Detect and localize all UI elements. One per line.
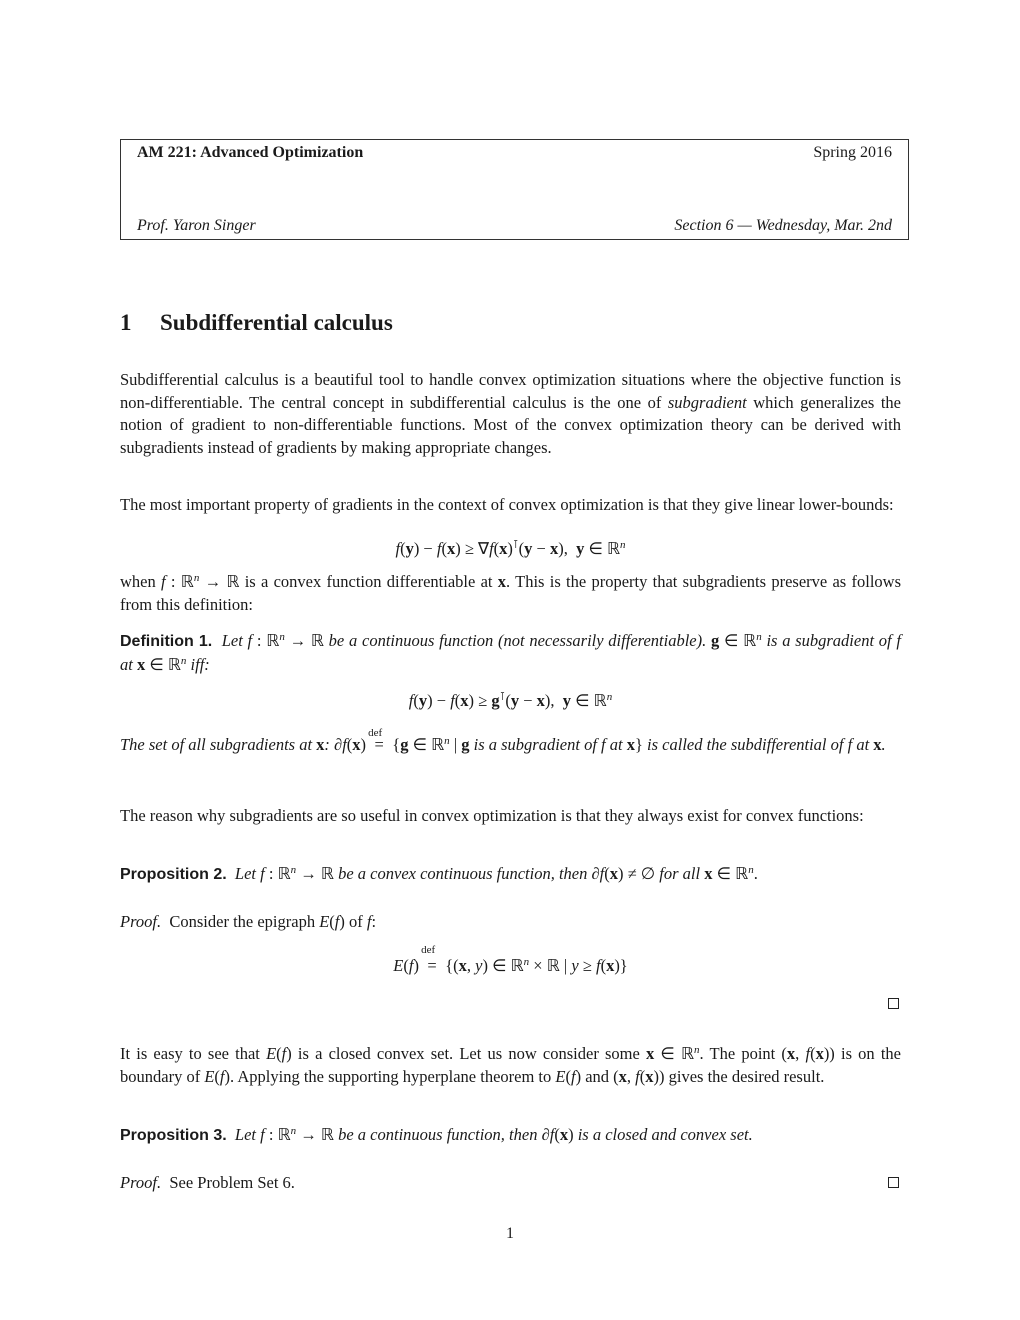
section-heading [120,310,393,336]
proof-2-label: Proof. [120,1173,162,1192]
gradient-paragraph: The most important property of gradients in the context of convex optimization is that they give linear lower-bounds: [120,495,894,514]
proof-1: Proof. Consider the epigraph E(f) of f: [120,912,377,931]
subgradient-inequality: f(y) − f(x) ≥ g⊺(y − x), y ∈ ℝ$^n$ [408,691,613,710]
when-paragraph: when f : ℝ$^n$ → ℝ is a convex function differentiable at x. This is the property that subgradients preserve as follows from this definition: [120,572,901,614]
section-date: Section 6 — Wednesday, Mar. 2nd [674,217,892,234]
proposition-2: Proposition 2. Let f : ℝ$^n$ → ℝ be a convex continuous function, then ∂f(x) ≠ ∅ for all x ∈ ℝ$^n$. [120,864,758,883]
reason-paragraph: The reason why subgradients are so useful in convex optimization is that they always exist for convex functions: [120,806,864,825]
definition-1: Definition 1. Let f : ℝ$^n$ → ℝ be a continuous function (not necessarily differentiable). g ∈ ℝ$^n$ is a subgradient of f at x ∈ ℝ$^n$ iff: [120,631,901,674]
section-number: 1 [120,310,132,335]
proof-2: Proof. See Problem Set 6. [120,1173,295,1192]
qed-box-2 [888,1177,899,1188]
subdifferential-definition: The set of all subgradients at x: ∂f(x) def = {g ∈ ℝ$^n$ | g is a subgradient of f at x} is called the subdifferential of f at x. [120,727,886,754]
closed-convex-paragraph: It is easy to see that E(f) is a closed convex set. Let us now consider some x ∈ ℝ$^n$. The point (x, f(x)) is on the boundary of E(f). Applying the supporting hyperplane theorem to E(f) and (x, f(x)) gives the desired result. [120,1044,901,1086]
course-title: AM 221: Advanced Optimization [137,144,364,161]
proof-label: Proof. [120,912,162,931]
proposition-3-label: Proposition 3. [120,1127,227,1144]
term-label: Spring 2016 [813,144,892,161]
proposition-3: Proposition 3. Let f : ℝ$^n$ → ℝ be a continuous function, then ∂f(x) is a closed and convex set. [120,1125,753,1144]
definition-label: Definition 1. [120,633,213,650]
section-title: Subdifferential calculus [160,310,393,335]
intro-paragraph: Subdifferential calculus is a beautiful tool to handle convex optimization situations where the objective function is non-differentiable. The central concept in subdifferential calculus is the one of subgradient which generalizes the notion of gradient to non-differentiable functions. Most of the convex optimization theory can be derived with subgradients instead of gradients by making appropriate changes. [120,370,901,457]
page-number: 1 [506,1225,514,1242]
gradient-inequality: f(y) − f(x) ≥ ∇f(x)⊺(y − x), y ∈ ℝ$^n$ [395,539,626,558]
epigraph-definition: E(f) def = {(x, y) ∈ ℝ$^n$ × ℝ | y ≥ f(x)} [393,944,628,975]
professor-name: Prof. Yaron Singer [137,217,256,234]
proposition-2-label: Proposition 2. [120,866,227,883]
qed-box [888,998,899,1009]
